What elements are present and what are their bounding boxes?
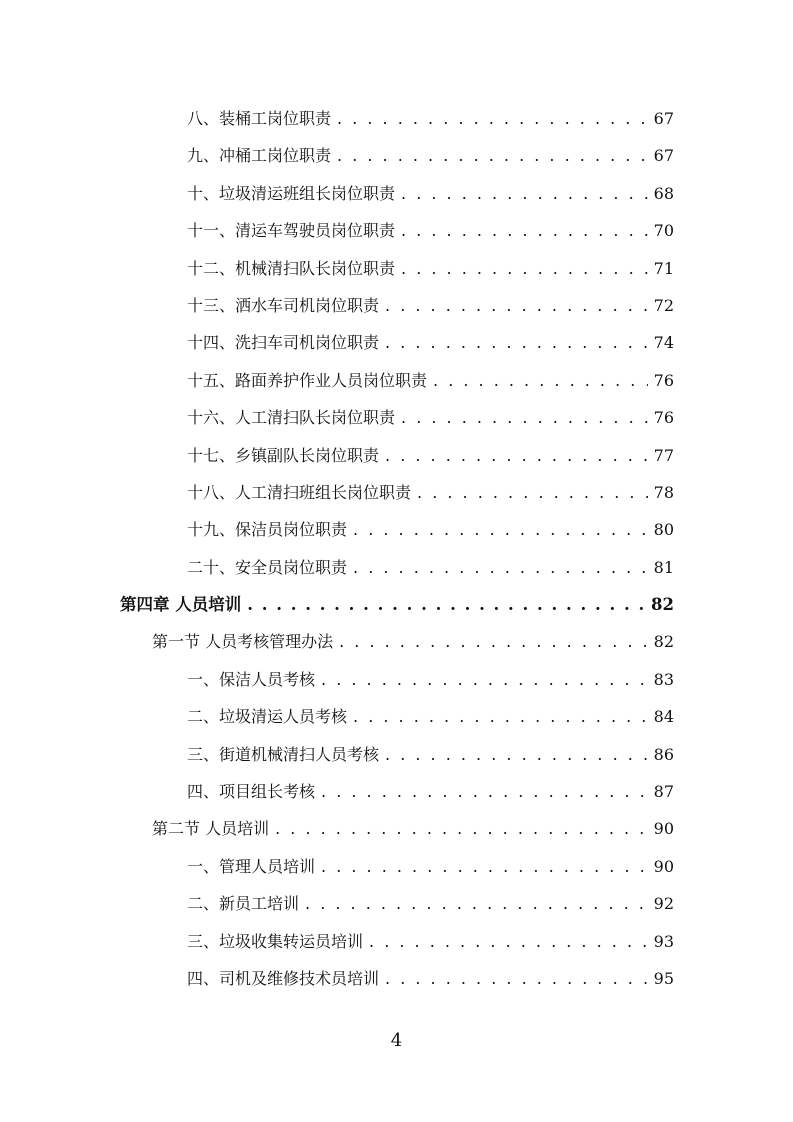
toc-entry-title: 二、垃圾清运人员考核 [187,707,348,727]
toc-entry-title: 三、街道机械清扫人员考核 [187,744,380,764]
toc-entry-page-number: 67 [653,146,674,166]
toc-dot-leader [385,287,648,324]
toc-entry[interactable] [0,250,793,287]
toc-entry[interactable] [0,175,793,212]
toc-entry[interactable] [0,848,793,885]
toc-entry-page-number: 86 [653,744,674,764]
toc-entry-page-number: 90 [653,856,674,876]
toc-entry-title: 一、保洁人员考核 [187,669,316,689]
toc-entry-title: 四、项目组长考核 [187,782,316,802]
toc-entry-title: 一、管理人员培训 [187,856,316,876]
toc-entry[interactable] [0,474,793,511]
toc-entry-page-number: 84 [653,707,674,727]
toc-entry-page-number: 76 [653,370,674,390]
toc-entry-page-number: 67 [653,109,674,128]
toc-entry-page-number: 82 [651,595,674,615]
toc-entry-page-number: 68 [653,183,674,203]
toc-entry[interactable] [0,137,793,174]
toc-dot-leader [401,399,648,436]
toc-dot-leader [353,698,648,735]
toc-entry[interactable] [0,960,793,997]
toc-entry-title: 十一、清运车驾驶员岗位职责 [187,221,396,241]
toc-entry-title: 十九、保洁员岗位职责 [187,520,348,540]
toc-entry-title: 十四、洗扫车司机岗位职责 [187,333,380,353]
toc-entry[interactable] [0,773,793,810]
toc-entry[interactable] [0,698,793,735]
toc-entry-page-number: 95 [653,968,674,988]
toc-dot-leader [401,175,648,212]
toc-entry[interactable] [0,586,793,623]
toc-dot-leader [321,661,648,698]
toc-entry-page-number: 90 [653,819,674,839]
toc-entry[interactable] [0,437,793,474]
toc-entry-title: 十三、洒水车司机岗位职责 [187,295,380,315]
toc-entry-title: 二十、安全员岗位职责 [187,557,348,577]
toc-entry-title: 四、司机及维修技术员培训 [187,968,380,988]
toc-entry-page-number: 72 [653,295,674,315]
toc-dot-leader [275,810,648,847]
toc-dot-leader [433,362,648,399]
toc-entry-page-number: 76 [653,408,674,428]
toc-entry-page-number: 82 [653,632,674,652]
toc-entry-page-number: 92 [653,894,674,914]
toc-entry-page-number: 87 [653,782,674,802]
toc-entry-page-number: 78 [653,482,674,502]
toc-dot-leader [337,100,648,137]
toc-entry[interactable] [0,810,793,847]
toc-entry-page-number: 74 [653,333,674,353]
toc-entry-title: 十二、机械清扫队长岗位职责 [187,258,396,278]
toc-dot-leader [385,324,648,361]
toc-dot-leader [353,549,648,586]
toc-entry[interactable] [0,212,793,249]
toc-entry-title: 八、装桶工岗位职责 [187,109,332,128]
toc-dot-leader [385,736,648,773]
table-of-contents [0,100,793,997]
toc-entry-title: 十六、人工清扫队长岗位职责 [187,408,396,428]
toc-entry-title: 第二节 人员培训 [152,819,270,839]
toc-dot-leader [339,623,648,660]
toc-dot-leader [385,960,648,997]
toc-dot-leader [385,437,648,474]
toc-entry-title: 二、新员工培训 [187,894,300,914]
toc-dot-leader [417,474,648,511]
toc-entry-title: 第一节 人员考核管理办法 [152,632,334,652]
toc-dot-leader [247,586,645,623]
toc-entry[interactable] [0,623,793,660]
page-number: 4 [390,1030,403,1051]
toc-dot-leader [353,511,648,548]
toc-entry[interactable] [0,399,793,436]
toc-entry-page-number: 71 [653,258,674,278]
toc-entry-title: 十、垃圾清运班组长岗位职责 [187,183,396,203]
toc-entry[interactable] [0,661,793,698]
toc-entry-title: 九、冲桶工岗位职责 [187,146,332,166]
toc-entry[interactable] [0,549,793,586]
toc-entry-title: 十八、人工清扫班组长岗位职责 [187,482,412,502]
toc-entry[interactable] [0,923,793,960]
toc-dot-leader [321,773,648,810]
toc-dot-leader [305,885,648,922]
toc-entry-page-number: 70 [653,221,674,241]
toc-entry-page-number: 93 [653,931,674,951]
toc-entry[interactable] [0,736,793,773]
toc-entry-title: 第四章 人员培训 [120,595,242,615]
toc-dot-leader [401,212,648,249]
toc-entry[interactable] [0,287,793,324]
toc-entry[interactable] [0,511,793,548]
toc-entry[interactable] [0,362,793,399]
toc-entry-page-number: 80 [653,520,674,540]
toc-entry[interactable] [0,324,793,361]
toc-entry-title: 十七、乡镇副队长岗位职责 [187,445,380,465]
toc-dot-leader [321,848,648,885]
toc-entry-title: 十五、路面养护作业人员岗位职责 [187,370,428,390]
toc-dot-leader [401,250,648,287]
toc-dot-leader [369,923,648,960]
toc-entry-page-number: 81 [653,557,674,577]
toc-dot-leader [337,137,648,174]
toc-entry-page-number: 77 [653,445,674,465]
toc-entry[interactable] [0,885,793,922]
toc-entry[interactable] [0,100,793,137]
toc-entry-page-number: 83 [653,669,674,689]
toc-entry-title: 三、垃圾收集转运员培训 [187,931,364,951]
